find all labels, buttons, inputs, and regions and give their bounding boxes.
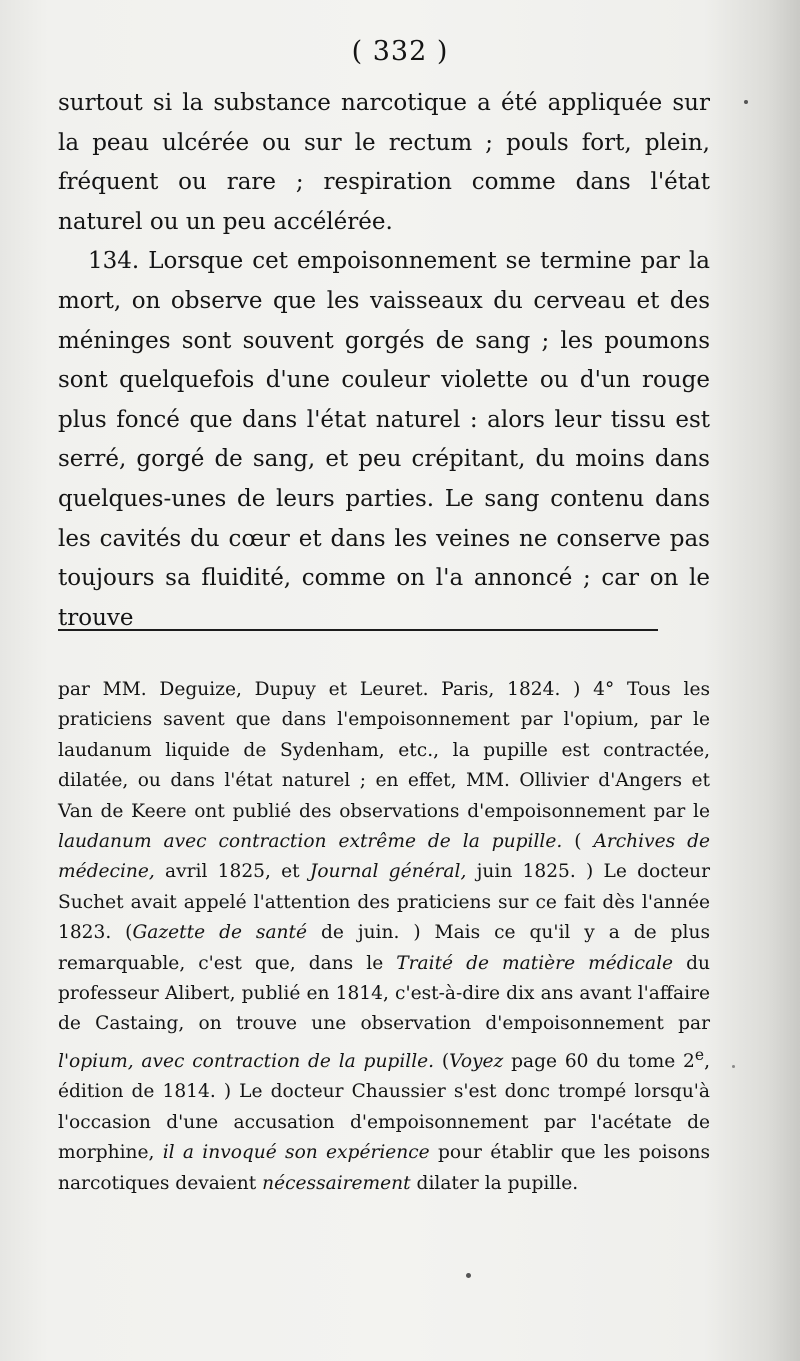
- superscript: e: [694, 1045, 705, 1064]
- footnote-segment: , édition de 1814. ) Le docteur Chaussier s'est donc trompé lorsqu'à l'occasion d'une accusation d'empoisonnement par l'acétate de morphine,: [58, 1051, 710, 1164]
- footnote-segment: par MM. Deguize, Dupuy et Leuret. Paris, 1824. ) 4° Tous les praticiens savent que dans l'empoisonnement par l'opium, par le laudanum liquide de Sydenham, etc., la pupille est contractée, dilatée, ou dans l'état naturel ; en effet, MM. Ollivier d'Angers et Van de Keere ont publié des observations d'empoisonnement par le: [58, 679, 710, 822]
- paragraph-134: 134. Lorsque cet empoisonnement se termine par la mort, on observe que les vaisseaux du cerveau et des méninges sont souvent gorgés de sang ; les poumons sont quelquefois d'une couleur violette ou d'un rouge plus foncé que dans l'état naturel : alors leur tissu est serré, gorgé de sang, et peu crépitant, du moins dans quelques-unes de leurs parties. Le sang contenu dans les cavités du cœur et dans les veines ne conserve pas toujours sa fluidité, comme on l'a annoncé ; car on le trouve: [58, 248, 710, 631]
- footnote-separator: [58, 629, 658, 631]
- italic-title: Gazette de santé: [132, 922, 308, 944]
- footnote-segment: (: [562, 831, 594, 853]
- page-number: ( 332 ): [351, 36, 449, 67]
- italic-word: Voyez: [449, 1051, 504, 1073]
- paper-speck: [732, 1065, 735, 1068]
- italic-word: nécessairement: [262, 1172, 411, 1194]
- footnote-segment: avril 1825, et: [154, 861, 310, 883]
- main-text: [58, 84, 710, 638]
- footnote-segment: du professeur Alibert, publié en 1814, c'est-à-dire dix ans avant l'affaire de Castaing, on trouve une observation d'empoisonnement par: [58, 952, 710, 1035]
- footnote-segment: dilater la pupille.: [410, 1172, 579, 1194]
- paragraph-continuation: surtout si la substance narcotique a été appliquée sur la peau ulcérée ou sur le rectum ; pouls fort, plein, fréquent ou rare ; respiration comme dans l'état naturel ou un peu accélérée.: [58, 90, 710, 235]
- italic-phrase: il a invoqué son expérience: [162, 1142, 430, 1164]
- italic-title: Journal général,: [309, 861, 467, 883]
- footnote-segment: (: [434, 1051, 450, 1073]
- footnote: [58, 675, 710, 1199]
- italic-title: Archives de médecine,: [58, 831, 710, 883]
- footnote-segment: de juin. ) Mais ce qu'il y a de plus remarquable, c'est que, dans le: [58, 922, 710, 974]
- italic-title: laudanum avec contraction extrême de la pupille.: [58, 831, 563, 853]
- italic-title: l'opium, avec contraction de la pupille.: [58, 1051, 435, 1073]
- paper-speck: [744, 100, 748, 104]
- italic-title: Traité de matière médicale: [396, 952, 674, 974]
- footnote-text: [58, 675, 710, 1199]
- footnote-segment: page 60 du tome 2: [503, 1051, 695, 1073]
- footnote-segment: pour établir que les poisons narcotiques devaient: [58, 1142, 710, 1194]
- paper-speck: [466, 1273, 471, 1278]
- footnote-segment: juin 1825. ) Le docteur Suchet avait appelé l'attention des praticiens sur ce fait dès l'année 1823. (: [58, 861, 710, 944]
